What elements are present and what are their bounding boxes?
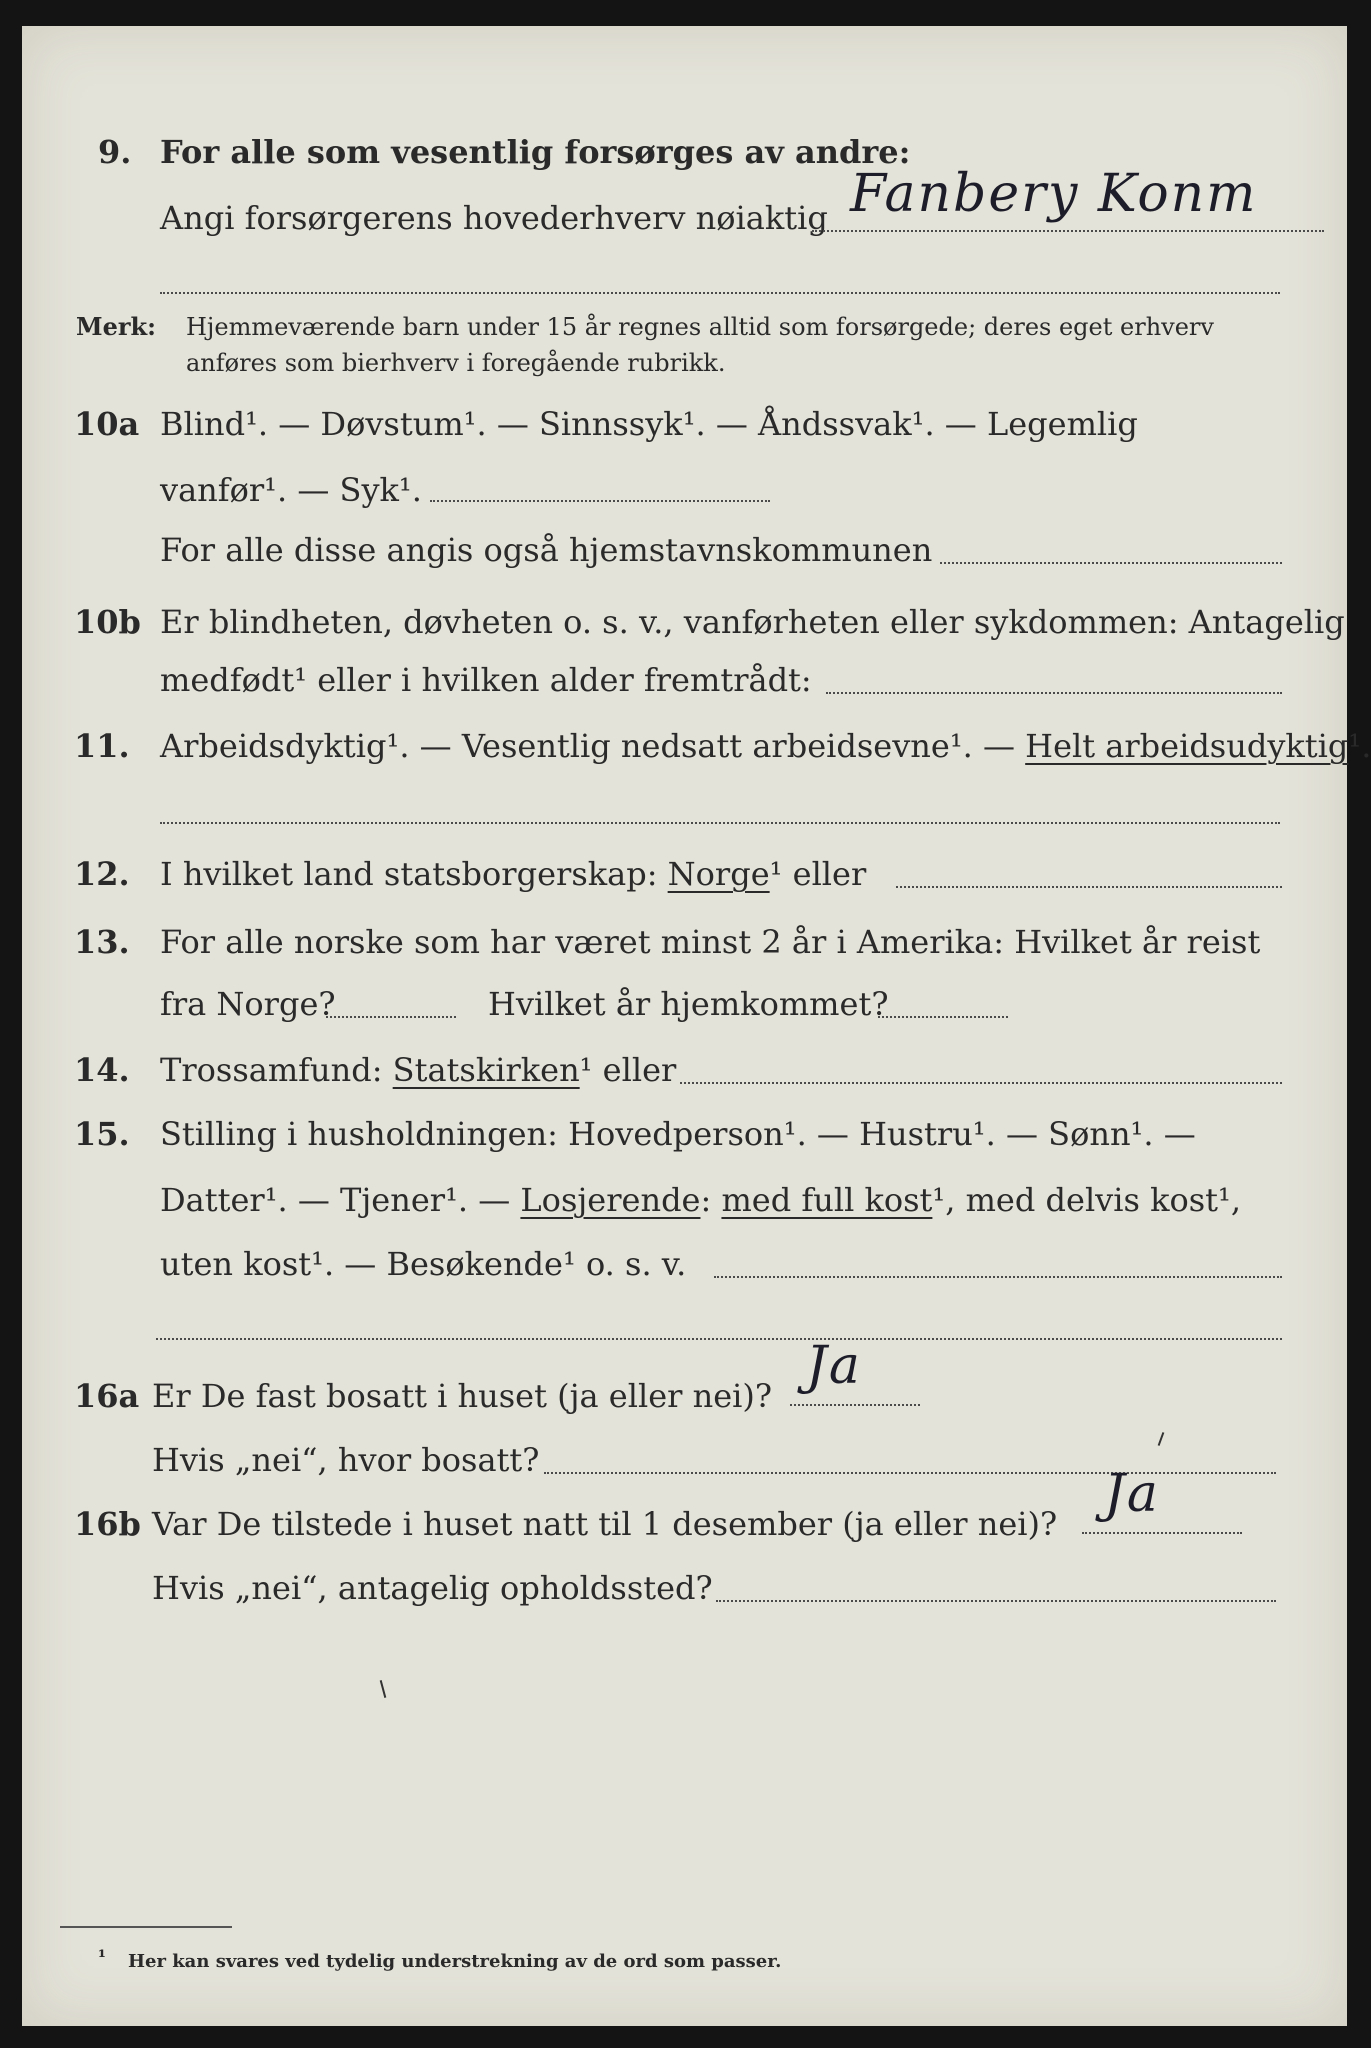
q15-number: 15. bbox=[74, 1115, 130, 1153]
q16b-answer-field[interactable] bbox=[1082, 1532, 1242, 1534]
q15-text-3: uten kost¹. — Besøkende¹ o. s. v. bbox=[160, 1245, 687, 1283]
q10b-number: 10b bbox=[74, 603, 141, 641]
q16b-handwritten-answer: Ja bbox=[1104, 1464, 1160, 1524]
q9-answer-field[interactable] bbox=[812, 230, 1324, 232]
q16b-location-field[interactable] bbox=[716, 1600, 1276, 1602]
q16a-handwritten-answer: Ja bbox=[806, 1336, 862, 1396]
q10a-text-2: vanfør¹. — Syk¹. bbox=[160, 471, 422, 509]
q14-underlined-answer: Statskirken bbox=[392, 1051, 580, 1089]
q10b-age-field[interactable] bbox=[826, 692, 1282, 694]
q10a-syk-field[interactable] bbox=[430, 500, 770, 502]
q9-extra-field[interactable] bbox=[160, 292, 1280, 294]
q10a-text-1: Blind¹. — Døvstum¹. — Sinnssyk¹. — Åndssvak¹. — Legemlig bbox=[160, 405, 1138, 443]
q16a-text-1: Er De fast bosatt i huset (ja eller nei)? bbox=[152, 1377, 773, 1415]
q11-text-a: Arbeidsdyktig¹. — Vesentlig nedsatt arbeidsevne¹. — bbox=[160, 727, 1026, 765]
q15-text-2a: Datter¹. — Tjener¹. — bbox=[160, 1181, 521, 1219]
merk-label: Merk: bbox=[76, 312, 156, 341]
q16b-number: 16b bbox=[74, 1505, 141, 1543]
q13-text-1: For alle norske som har været minst 2 år i Amerika: Hvilket år reist bbox=[160, 923, 1261, 961]
q13-text-2a: fra Norge? bbox=[160, 985, 336, 1023]
footnote-mark: ¹ bbox=[98, 1947, 106, 1968]
q16b-text-2: Hvis „nei“, antagelig opholdssted? bbox=[152, 1569, 713, 1607]
q10b-text-2: medfødt¹ eller i hvilken alder fremtrådt: bbox=[160, 661, 812, 699]
q11-underlined-answer: Helt arbeidsudyktig bbox=[1025, 727, 1349, 765]
q9-number: 9. bbox=[98, 133, 132, 171]
q14-text bbox=[160, 1050, 676, 1090]
q12-text-a: I hvilket land statsborgerskap: bbox=[160, 855, 668, 893]
q12-underlined-answer: Norge bbox=[667, 855, 770, 893]
q13-number: 13. bbox=[74, 923, 130, 961]
q15-extra-field[interactable] bbox=[156, 1338, 1282, 1340]
q15-underlined-losjerende: Losjerende bbox=[520, 1181, 701, 1219]
q10a-kommune-field[interactable] bbox=[940, 562, 1282, 564]
q15-underlined-full-kost: med full kost bbox=[721, 1181, 933, 1219]
q13-text-2b: Hvilket år hjemkommet? bbox=[488, 985, 889, 1023]
q14-text-a: Trossamfund: bbox=[160, 1051, 393, 1089]
q14-text-c: ¹ eller bbox=[579, 1051, 677, 1089]
q15-text-1: Stilling i husholdningen: Hovedperson¹. — Hustru¹. — Sønn¹. — bbox=[160, 1115, 1196, 1153]
q15-text-2e: ¹, med delvis kost¹, bbox=[932, 1181, 1242, 1219]
q10b-text-1: Er blindheten, døvheten o. s. v., vanførheten eller sykdommen: Antagelig bbox=[160, 603, 1345, 641]
q16a-number: 16a bbox=[74, 1377, 140, 1415]
q16a-residence-field[interactable] bbox=[544, 1472, 1276, 1474]
q11-number: 11. bbox=[74, 727, 130, 765]
q12-text-c: ¹ eller bbox=[769, 855, 867, 893]
q16a-text-2: Hvis „nei“, hvor bosatt? bbox=[152, 1441, 540, 1479]
merk-text-1: Hjemmeværende barn under 15 år regnes alltid som forsørgede; deres eget erhverv bbox=[186, 313, 1214, 341]
q14-other-faith-field[interactable] bbox=[680, 1082, 1282, 1084]
q16a-answer-field[interactable] bbox=[790, 1404, 920, 1406]
q15-text-2c: : bbox=[700, 1181, 722, 1219]
q10a-number: 10a bbox=[74, 405, 140, 443]
q9-handwritten-answer: Fanbery Konm bbox=[850, 164, 1258, 224]
q13-return-year-field[interactable] bbox=[878, 1016, 1008, 1018]
q10a-text-3: For alle disse angis også hjemstavnskommunen bbox=[160, 531, 933, 569]
footnote-text: Her kan svares ved tydelig understrekning av de ord som passer. bbox=[128, 1951, 782, 1972]
q12-other-country-field[interactable] bbox=[896, 886, 1282, 888]
q16b-text-1: Var De tilstede i huset natt til 1 desember (ja eller nei)? bbox=[152, 1505, 1058, 1543]
q15-other-field[interactable] bbox=[714, 1276, 1282, 1278]
q9-title: For alle som vesentlig forsørges av andre: bbox=[160, 133, 911, 171]
q9-prompt: Angi forsørgerens hovederhverv nøiaktig bbox=[160, 199, 828, 237]
footnote-rule bbox=[60, 1926, 232, 1928]
q11-text bbox=[160, 726, 1371, 766]
q15-text-2 bbox=[160, 1180, 1241, 1220]
q11-extra-field[interactable] bbox=[160, 822, 1280, 824]
merk-text-2: anføres som bierhverv i foregående rubrikk. bbox=[186, 349, 726, 377]
q11-text-c: ¹. bbox=[1348, 727, 1371, 765]
q12-number: 12. bbox=[74, 855, 130, 893]
q13-departure-year-field[interactable] bbox=[326, 1016, 456, 1018]
q14-number: 14. bbox=[74, 1051, 130, 1089]
q12-text bbox=[160, 854, 866, 894]
